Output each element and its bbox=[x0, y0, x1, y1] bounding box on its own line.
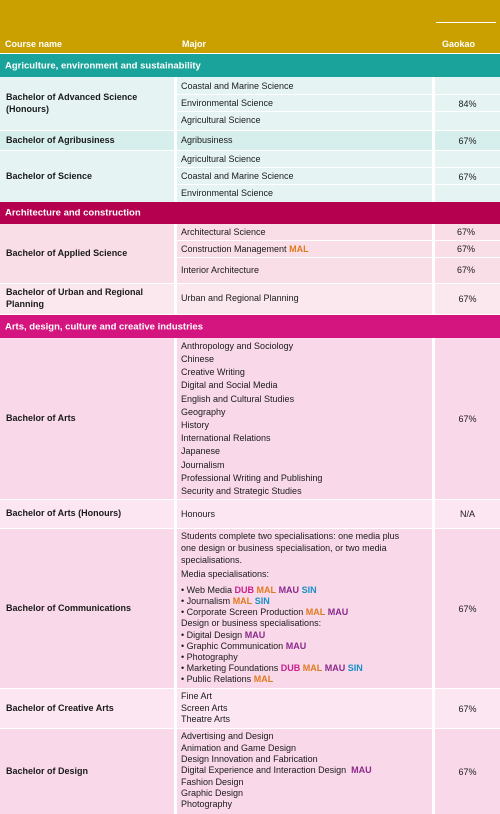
major-cell bbox=[177, 729, 432, 814]
major-item: English and Cultural Studies bbox=[181, 394, 295, 404]
major-cell bbox=[177, 284, 432, 314]
major-item: Design Innovation and Fabrication bbox=[181, 754, 318, 764]
major-cell bbox=[177, 131, 432, 150]
section-arts bbox=[0, 315, 500, 338]
major-cell bbox=[177, 500, 432, 528]
major-name: • Graphic Communication bbox=[181, 641, 284, 651]
gaokao-score: 67% bbox=[458, 703, 477, 714]
major-item: Advertising and Design bbox=[181, 731, 274, 741]
course-name-cell bbox=[0, 224, 174, 283]
major-name: • Journalism bbox=[181, 596, 231, 606]
major-cell bbox=[177, 529, 432, 688]
major-item: Fine Art bbox=[181, 691, 213, 701]
campus-tag-sin: SIN bbox=[254, 596, 270, 606]
campus-tag-mau: MAU bbox=[324, 663, 346, 673]
major-item: • Photography bbox=[181, 652, 238, 662]
table-header bbox=[0, 0, 500, 53]
gaokao-score: 67% bbox=[458, 172, 477, 182]
major-item: Digital and Social Media bbox=[181, 380, 278, 390]
major-item bbox=[181, 596, 270, 607]
major-divider bbox=[177, 167, 500, 168]
campus-tag-dub: DUB bbox=[280, 663, 301, 673]
campus-tag-mal: MAL bbox=[289, 244, 309, 254]
table-row bbox=[0, 500, 500, 528]
major-item: Urban and Regional Planning bbox=[181, 293, 299, 303]
major-item: Photography bbox=[181, 799, 233, 809]
course-name: Bachelor of Creative Arts bbox=[6, 702, 114, 713]
section-title: Architecture and construction bbox=[5, 207, 141, 219]
major-item: Coastal and Marine Science bbox=[181, 171, 294, 181]
campus-tag-mau: MAU bbox=[351, 765, 372, 775]
table-row bbox=[0, 689, 500, 728]
campus-tag-mal: MAL bbox=[305, 607, 326, 617]
major-item bbox=[181, 630, 265, 641]
major-name: Construction Management bbox=[181, 244, 287, 254]
gaokao-cell bbox=[435, 131, 500, 150]
major-item: Coastal and Marine Science bbox=[181, 81, 294, 91]
major-item: Agribusiness bbox=[181, 135, 233, 145]
major-name: • Public Relations bbox=[181, 674, 252, 684]
table-row bbox=[0, 224, 500, 283]
course-name-cell bbox=[0, 338, 174, 499]
major-cell bbox=[177, 77, 432, 130]
table-row bbox=[0, 131, 500, 150]
major-divider bbox=[177, 94, 500, 95]
major-cell bbox=[177, 151, 432, 203]
major-item: Environmental Science bbox=[181, 188, 274, 198]
gaokao-score: 67% bbox=[458, 413, 477, 424]
table-row bbox=[0, 338, 500, 499]
major-item bbox=[181, 765, 372, 776]
gaokao-score: 67% bbox=[458, 294, 477, 304]
major-cell bbox=[177, 338, 432, 499]
gaokao-score: 67% bbox=[457, 244, 476, 254]
course-name: Bachelor of Arts bbox=[6, 412, 76, 423]
major-item: International Relations bbox=[181, 433, 271, 443]
campus-tag-mau: MAU bbox=[285, 641, 307, 651]
major-divider bbox=[177, 111, 500, 112]
course-name-cell bbox=[0, 729, 174, 814]
campus-tag-sin: SIN bbox=[301, 585, 317, 595]
campus-tag-mal: MAL bbox=[256, 585, 277, 595]
gaokao-cell bbox=[435, 500, 500, 528]
major-item: Media specialisations: bbox=[181, 569, 270, 579]
major-divider bbox=[177, 257, 500, 258]
campus-tag-sin: SIN bbox=[347, 663, 363, 673]
gaokao-cell bbox=[435, 77, 500, 130]
major-item: Agricultural Science bbox=[181, 154, 261, 164]
major-divider bbox=[177, 240, 500, 241]
major-item: Graphic Design bbox=[181, 788, 244, 798]
gaokao-cell bbox=[435, 729, 500, 814]
major-item: Japanese bbox=[181, 446, 221, 456]
header-major: Major bbox=[182, 39, 207, 49]
header-gaokao: Gaokao bbox=[442, 39, 476, 49]
course-name: Bachelor of Communications bbox=[6, 602, 132, 613]
major-item: Creative Writing bbox=[181, 367, 245, 377]
major-cell bbox=[177, 689, 432, 728]
table-row bbox=[0, 284, 500, 314]
course-name: Bachelor of Advanced Science (Honours) bbox=[6, 91, 138, 114]
gaokao-score: 67% bbox=[458, 766, 477, 777]
major-item: Theatre Arts bbox=[181, 714, 231, 724]
campus-tag-mau: MAU bbox=[327, 607, 349, 617]
campus-tag-dub: DUB bbox=[234, 585, 255, 595]
major-item: Environmental Science bbox=[181, 98, 274, 108]
course-name: Bachelor of Science bbox=[6, 171, 93, 182]
section-title: Arts, design, culture and creative industries bbox=[5, 320, 203, 332]
gaokao-cell bbox=[435, 284, 500, 314]
major-item: Geography bbox=[181, 407, 226, 417]
course-name-cell bbox=[0, 529, 174, 688]
major-item: Architectural Science bbox=[181, 227, 266, 237]
major-item bbox=[181, 641, 306, 652]
gaokao-cell bbox=[435, 529, 500, 688]
course-name-cell bbox=[0, 77, 174, 130]
course-name: Bachelor of Agribusiness bbox=[6, 134, 115, 145]
gaokao-cell bbox=[435, 338, 500, 499]
course-name: Bachelor of Arts (Honours) bbox=[6, 508, 122, 519]
major-item: Chinese bbox=[181, 354, 215, 364]
major-item bbox=[181, 663, 363, 674]
major-item: Interior Architecture bbox=[181, 265, 260, 275]
major-item: Anthropology and Sociology bbox=[181, 341, 294, 351]
major-item: Honours bbox=[181, 509, 216, 519]
major-item bbox=[181, 607, 348, 618]
major-item: Journalism bbox=[181, 460, 225, 470]
major-divider bbox=[177, 184, 500, 185]
major-item: Animation and Game Design bbox=[181, 743, 297, 753]
major-item: Security and Strategic Studies bbox=[181, 486, 302, 496]
gaokao-score: 67% bbox=[458, 135, 477, 146]
major-item bbox=[181, 585, 317, 596]
course-name: Bachelor of Urban and Regional Planning bbox=[6, 287, 144, 309]
major-cell bbox=[177, 224, 432, 283]
gaokao-score: 67% bbox=[457, 265, 476, 275]
major-item: Design or business specialisations: bbox=[181, 618, 322, 628]
table-row bbox=[0, 529, 500, 688]
section-architecture bbox=[0, 202, 500, 224]
major-item: Screen Arts bbox=[181, 703, 228, 713]
major-item: Students complete two specialisations: one media plus bbox=[181, 531, 400, 541]
course-name-cell bbox=[0, 500, 174, 528]
course-name: Bachelor of Applied Science bbox=[6, 247, 128, 258]
gaokao-score: 67% bbox=[457, 227, 476, 237]
campus-tag-mau: MAU bbox=[244, 630, 266, 640]
section-agriculture bbox=[0, 54, 500, 77]
table-row bbox=[0, 151, 500, 203]
major-name: • Web Media bbox=[181, 585, 233, 595]
course-name: Bachelor of Design bbox=[6, 765, 89, 776]
header-rule bbox=[436, 22, 496, 23]
gaokao-score: 67% bbox=[458, 603, 477, 614]
column-divider bbox=[432, 224, 435, 283]
major-item bbox=[181, 244, 309, 255]
major-item: Professional Writing and Publishing bbox=[181, 473, 323, 483]
course-name-cell bbox=[0, 151, 174, 203]
campus-tag-mal: MAL bbox=[302, 663, 323, 673]
header-course-name: Course name bbox=[5, 39, 63, 49]
major-item: Fashion Design bbox=[181, 777, 244, 787]
major-name: Digital Experience and Interaction Design bbox=[181, 765, 347, 775]
gaokao-score: N/A bbox=[459, 509, 475, 519]
gaokao-cell bbox=[435, 689, 500, 728]
course-name-cell bbox=[0, 284, 174, 314]
table-row bbox=[0, 77, 500, 130]
table-row bbox=[0, 729, 500, 814]
campus-tag-mal: MAL bbox=[232, 596, 253, 606]
major-name: • Corporate Screen Production bbox=[181, 607, 304, 617]
gaokao-score: 84% bbox=[458, 98, 477, 109]
major-item: specialisations. bbox=[181, 555, 243, 565]
major-item: Agricultural Science bbox=[181, 115, 261, 125]
major-name: • Digital Design bbox=[181, 630, 243, 640]
major-item: History bbox=[181, 420, 210, 430]
campus-tag-mal: MAL bbox=[253, 674, 274, 684]
campus-tag-mau: MAU bbox=[278, 585, 300, 595]
course-name-cell bbox=[0, 689, 174, 728]
course-name-cell bbox=[0, 131, 174, 150]
major-name: • Marketing Foundations bbox=[181, 663, 279, 673]
gaokao-cell bbox=[435, 151, 500, 203]
major-item bbox=[181, 674, 273, 685]
section-title: Agriculture, environment and sustainability bbox=[5, 59, 201, 71]
major-item: one design or business specialisation, or two media bbox=[181, 543, 387, 553]
